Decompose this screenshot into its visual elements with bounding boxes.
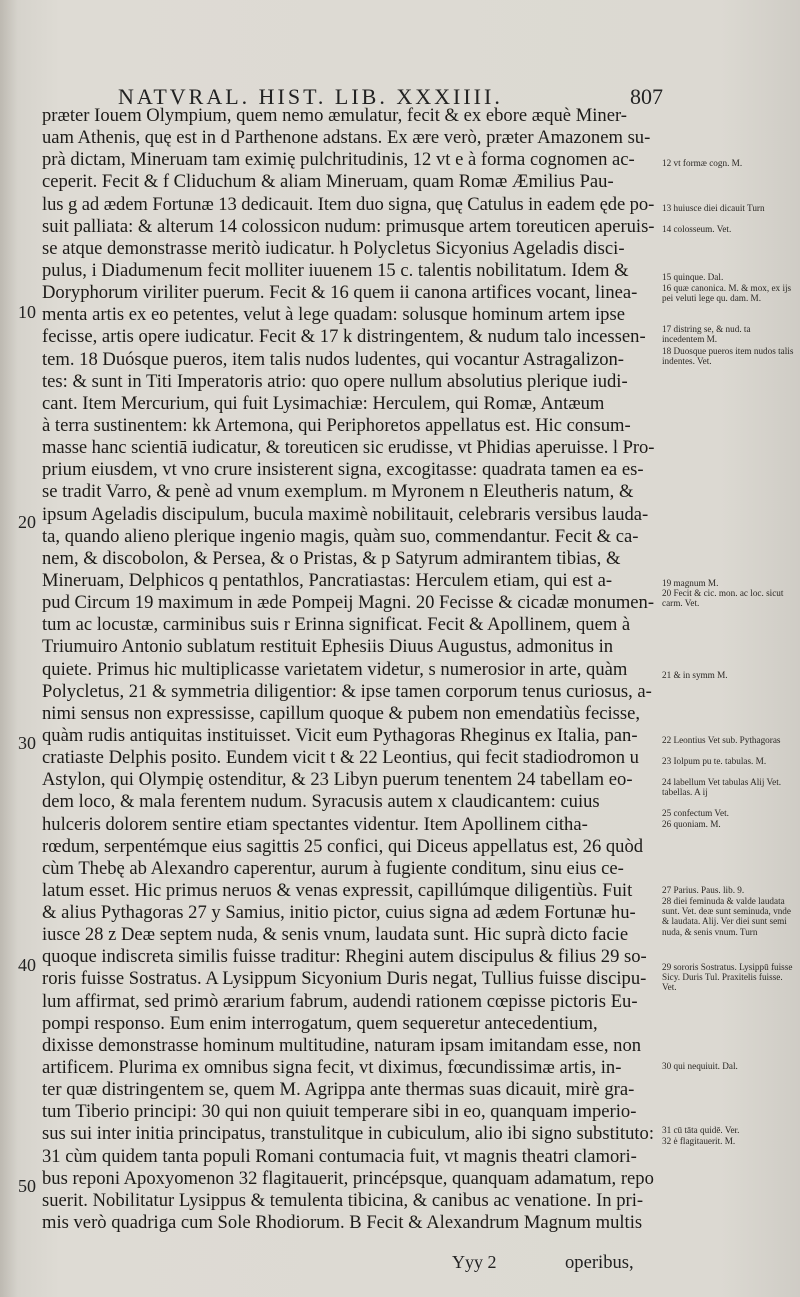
margin-note: 19 magnum M. bbox=[662, 578, 719, 588]
text-line: cant. Item Mercurium, qui fuit Lysimachiæ: Herculem, qui Romæ, Antæum bbox=[42, 392, 605, 414]
line-number-20: 20 bbox=[18, 512, 36, 532]
text-line: pompi responso. Eum enim interrogatum, quem sequeretur antecedentium, bbox=[42, 1012, 598, 1034]
margin-note: 26 quoniam. M. bbox=[662, 819, 721, 829]
line-number-50: 50 bbox=[18, 1176, 36, 1196]
text-line: ta, quando alieno plerique ingenio magis, quàm suo, commendantur. Fecit & ca- bbox=[42, 525, 639, 547]
margin-note: 25 confectum Vet. bbox=[662, 808, 729, 818]
text-line: hulceris dolorem sentire etiam spectantes videntur. Item Apollinem citha- bbox=[42, 813, 588, 835]
text-line: Astylon, qui Olympię ostenditur, & 23 Libyn puerum tenentem 24 tabellam eo- bbox=[42, 769, 633, 791]
text-line: sus sui inter initia principatus, transtulitque in cubiculum, alio ibi signo substituto: bbox=[42, 1123, 654, 1145]
margin-note: 12 vt formæ cogn. M. bbox=[662, 158, 743, 168]
text-line: se atque demonstrasse meritò iudicatur. h Polycletus Sicyonius Ageladis disci- bbox=[42, 237, 625, 259]
text-line: cratiaste Delphis posito. Eundem vicit t & 22 Leontius, qui fecit stadiodromon u bbox=[42, 747, 639, 769]
text-line: suit palliata: & alterum 14 colossicon nudum: primusque artem toreuticen aperuis- bbox=[42, 215, 654, 237]
text-line: nem, & discobolon, & Persea, & o Pristas, & p Satyrum admirantem tibias, & bbox=[42, 547, 621, 569]
text-line: roris fuisse Sostratus. A Lysippum Sicyonium Duris negat, Tullius fuisse discipu- bbox=[42, 968, 647, 990]
text-line: lus g ad ædem Fortunæ 13 dedicauit. Item duo signa, quę Catulus in eadem ęde po- bbox=[42, 193, 654, 215]
text-line: menta artis ex eo petentes, velut à lege quadam: solusque hominum artem ipse bbox=[42, 304, 625, 326]
text-line: pulus, i Diadumenum fecit molliter iuuenem 15 c. talentis nobilitatum. Idem & bbox=[42, 259, 629, 281]
text-line: tum Tiberio principi: 30 qui non quiuit temperare sibi in eo, quanquam imperio- bbox=[42, 1101, 637, 1123]
text-line: Triumuiro Antonio sublatum restituit Ephesiis Diuus Augustus, admonitus in bbox=[42, 636, 614, 658]
running-head: NATVRAL. HIST. LIB. XXXIIII. bbox=[118, 84, 503, 109]
margin-note: 18 Duosque pueros item nudos talis indentes. Vet. bbox=[662, 346, 794, 367]
margin-note: 29 sororis Sostratus. Lysippū fuisse Sicy. Duris Tul. Praxitelis fuisse. Vet. bbox=[662, 962, 793, 993]
text-line: quàm rudis antiquitas instituisset. Vicit eum Pythagoras Rheginus ex Italia, pan- bbox=[42, 724, 638, 746]
margin-note: 31 cū tāta quidē. Ver. bbox=[662, 1125, 740, 1135]
margin-note: 20 Fecit & cic. mon. ac loc. sicut carm. Vet. bbox=[662, 588, 784, 609]
catchword: operibus, bbox=[565, 1252, 634, 1273]
text-line: prium eiusdem, vt vno crure insisterent signa, excogitasse: quadrata tamen ea es- bbox=[42, 459, 644, 481]
margin-note: 21 & in symm M. bbox=[662, 670, 728, 680]
text-line: quiete. Primus hic multiplicasse varietatem videtur, s numerosior in arte, quàm bbox=[42, 658, 628, 680]
margin-note: 32 ė flagitauerit. M. bbox=[662, 1136, 736, 1146]
text-line: ipsum Ageladis discipulum, bucula maximè nobilitauit, celebraris versibus lauda- bbox=[42, 503, 649, 525]
text-line: Doryphorum viriliter puerum. Fecit & 16 quem ii canona artifices vocant, linea- bbox=[42, 282, 638, 304]
text-line: tem. 18 Duósque pueros, item talis nudos ludentes, qui vocantur Astragalizon- bbox=[42, 348, 624, 370]
text-line: lum affirmat, sed primò ærarium fabrum, audendi rationem cœpisse pictoris Eu- bbox=[42, 990, 638, 1012]
margin-note: 14 colosseum. Vet. bbox=[662, 224, 732, 234]
margin-note: 23 Iolpum pu te. tabulas. M. bbox=[662, 756, 767, 766]
text-line: latum esset. Hic primus neruos & venas expressit, capillúmque diligentiùs. Fuit bbox=[42, 879, 633, 901]
text-line: bus reponi Apoxyomenon 32 flagitauerit, princépsque, quanquam adamatum, repo bbox=[42, 1167, 654, 1189]
text-line: dixisse demonstrasse hominum multitudine, naturam ipsam imitandam esse, non bbox=[42, 1034, 642, 1056]
text-line: prà dictam, Mineruam tam eximię pulchritudinis, 12 vt e à forma cognomen ac- bbox=[42, 149, 635, 171]
margin-note: 16 quæ canonica. M. & mox, ex ijs pei veluti lege qu. dam. M. bbox=[662, 283, 792, 304]
text-line: tum ac locustæ, carminibus suis r Erinna significat. Fecit & Apollinem, quem à bbox=[42, 614, 631, 636]
text-line: fecisse, artis opere iudicatur. Fecit & 17 k distringentem, & nudum talo incessen- bbox=[42, 326, 646, 348]
text-line: dem loco, & mala ferentem nudum. Syracusis autem x claudicantem: cuius bbox=[42, 791, 600, 813]
page-number: 807 bbox=[630, 84, 663, 109]
text-line: suerit. Nobilitatur Lysippus & temulenta tibicina, & canibus ac venatione. In pri- bbox=[42, 1189, 644, 1211]
text-line: præter Iouem Olympium, quem nemo æmulatur, fecit & ex ebore æquè Miner- bbox=[42, 105, 627, 126]
text-line: à terra sustinentem: kk Artemona, qui Periphoretos appellatus est. Hic consum- bbox=[42, 414, 631, 436]
margin-note: 27 Parius. Paus. lib. 9. bbox=[662, 885, 745, 895]
margin-note: 15 quinque. Dal. bbox=[662, 272, 724, 282]
text-line: cùm Thebę ab Alexandro caperentur, aurum à fugiente conditum, sinu eius ce- bbox=[42, 857, 624, 879]
text-line: & alius Pythagoras 27 y Samius, initio pictor, cuius signa ad ædem Fortunæ hu- bbox=[42, 902, 636, 924]
text-line: iusce 28 z Deæ septem nuda, & senis vnum, laudata sunt. Hic suprà dicto facie bbox=[42, 924, 629, 946]
margin-note: 30 qui nequiuit. Dal. bbox=[662, 1061, 738, 1071]
margin-note: 17 distring se, & nud. ta incedentem M. bbox=[662, 324, 751, 345]
signature-mark: Yyy 2 bbox=[452, 1252, 497, 1272]
margin-note: 24 labellum Vet tabulas Alij Vet. tabellas. A ij bbox=[662, 777, 782, 798]
line-number-10: 10 bbox=[18, 302, 36, 322]
text-line: 31 cùm quidem tanta populi Romani contumacia fuit, vt magnis theatri clamori- bbox=[42, 1145, 637, 1167]
margin-note: 22 Leontius Vet sub. Pythagoras bbox=[662, 735, 781, 745]
main-text bbox=[42, 105, 654, 1234]
text-line: quoque indiscreta similis fuisse traditur: Rhegini autem discipulus & filius 29 so- bbox=[42, 946, 647, 968]
text-line: rœdum, serpentémque eius sagittis 25 confici, qui Diceus appellatus est, 26 quòd bbox=[42, 835, 644, 857]
text-line: mis verò quadriga cum Sole Rhodiorum. B Fecit & Alexandrum Magnum multis bbox=[42, 1212, 643, 1234]
text-line: Polycletus, 21 & symmetria diligentior: & ipse tamen corporum tenus curiosus, a- bbox=[42, 680, 652, 702]
text-line: ceperit. Fecit & f Cliduchum & aliam Mineruam, quam Romæ Æmilius Pau- bbox=[42, 171, 614, 193]
text-line: nimi sensus non expressisse, capillum quoque & pubem non emendatiùs fecisse, bbox=[42, 702, 640, 724]
text-line: tes: & sunt in Titi Imperatoris atrio: quo opere nullum absolutius plerique iudi- bbox=[42, 370, 628, 392]
text-line: artificem. Plurima ex omnibus signa fecit, vt diximus, fœcundissimæ artis, in- bbox=[42, 1057, 622, 1079]
text-line: se tradit Varro, & penè ad vnum exemplum. m Myronem n Eleutheris natum, & bbox=[42, 481, 634, 503]
text-line: pud Circum 19 maximum in æde Pompeij Magni. 20 Fecisse & cicadæ monumen- bbox=[42, 592, 654, 614]
text-line: ter quæ distringentem se, quem M. Agrippa ante thermas suas dicauit, mirè gra- bbox=[42, 1079, 635, 1101]
text-line: masse hanc scientiā iudicatur, & toreuticen sic erudisse, vt Phidias aperuisse. l Pro- bbox=[42, 437, 654, 459]
line-number-40: 40 bbox=[18, 955, 36, 975]
margin-note: 13 huiusce diei dicauit Turn bbox=[662, 203, 765, 213]
text-line: uam Athenis, quę est in d Parthenone adstans. Ex ære verò, præter Amazonem su- bbox=[42, 127, 651, 149]
margin-note: 28 diei feminuda & valde laudata sunt. Vet. deæ sunt seminuda, vnde & laudata. Alij. Ver diei sunt semi nuda, & senis vnum. Turn bbox=[662, 896, 791, 937]
text-line: Mineruam, Delphicos q pentathlos, Pancratiastas: Herculem etiam, qui est a- bbox=[42, 569, 613, 591]
line-number-30: 30 bbox=[18, 733, 36, 753]
